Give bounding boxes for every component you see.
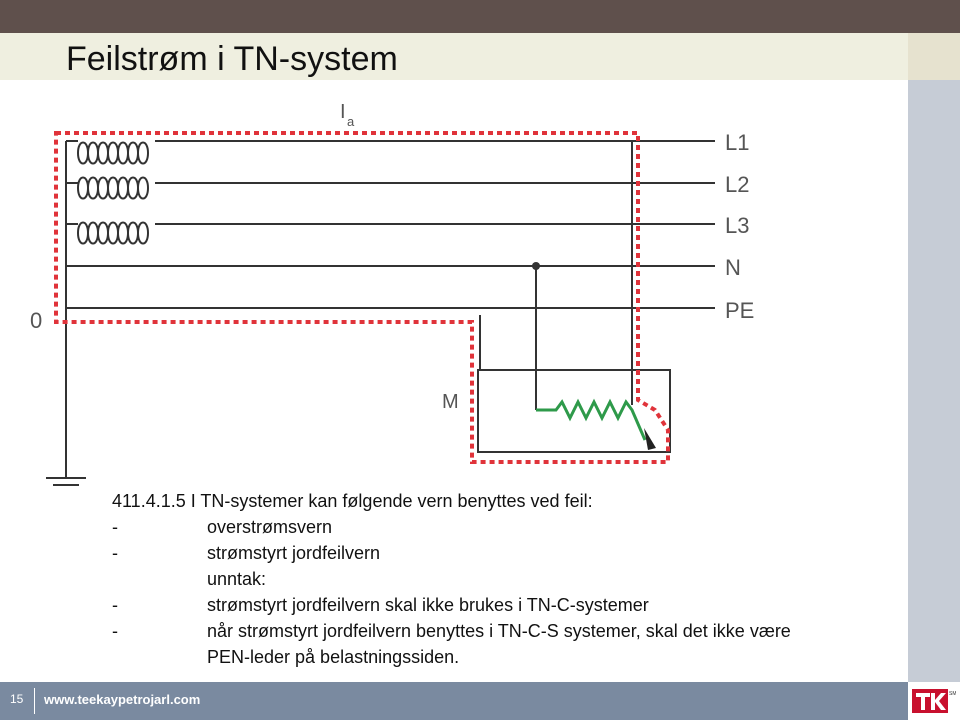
motor-label: M [442,391,459,413]
tn-system-fault-diagram [0,80,908,490]
conductor-label-pe: PE [725,298,755,323]
motor-winding-resistor [536,402,645,440]
right-side-panel [908,80,960,682]
teekay-tk-logo-icon [912,686,956,716]
coil-l1 [78,143,148,164]
list-dash: - [112,595,118,615]
list-text: når strømstyrt jordfeilvern benyttes i TN-C-S systemer, skal det ikke være [207,621,791,641]
list-text: strømstyrt jordfeilvern skal ikke brukes i TN-C-systemer [207,595,649,615]
current-label: I [340,101,346,123]
list-text: PEN-leder på belastningssiden. [207,647,460,667]
footer-url: www.teekaypetrojarl.com [44,692,201,707]
list-text: strømstyrt jordfeilvern [207,543,381,563]
transformer-coils [78,143,148,244]
coil-l2 [78,178,148,199]
protection-text-block [112,488,791,670]
corner-block [908,33,960,80]
top-bar [0,0,960,33]
list-item [112,514,593,540]
list-text: unntak: [207,569,267,589]
list-item [112,566,593,592]
conductor-label-n: N [725,255,741,280]
current-subscript: a [347,114,355,129]
list-dash: - [112,543,118,563]
list-item [112,644,593,670]
list-item [112,618,791,644]
list-dash: - [112,517,118,537]
conductor-label-l2: L2 [725,172,750,197]
list-dash: - [112,621,118,641]
list-text: overstrømsvern [207,517,333,537]
source-label: 0 [30,308,43,333]
neutral-junction-dot [532,262,540,270]
footer-divider [34,688,35,714]
conductors [66,141,715,478]
conductor-label-l1: L1 [725,130,750,155]
conductor-label-l3: L3 [725,213,750,238]
slide-title: Feilstrøm i TN-system [66,40,398,78]
page-number: 15 [10,692,24,706]
text-heading: 411.4.1.5 I TN-systemer kan følgende vern benyttes ved feil: [112,491,593,511]
svg-text:SM: SM [949,691,956,697]
coil-l3 [78,223,148,244]
list-item [112,540,593,566]
list-item [112,592,649,618]
earth-ground-icon [46,478,86,490]
